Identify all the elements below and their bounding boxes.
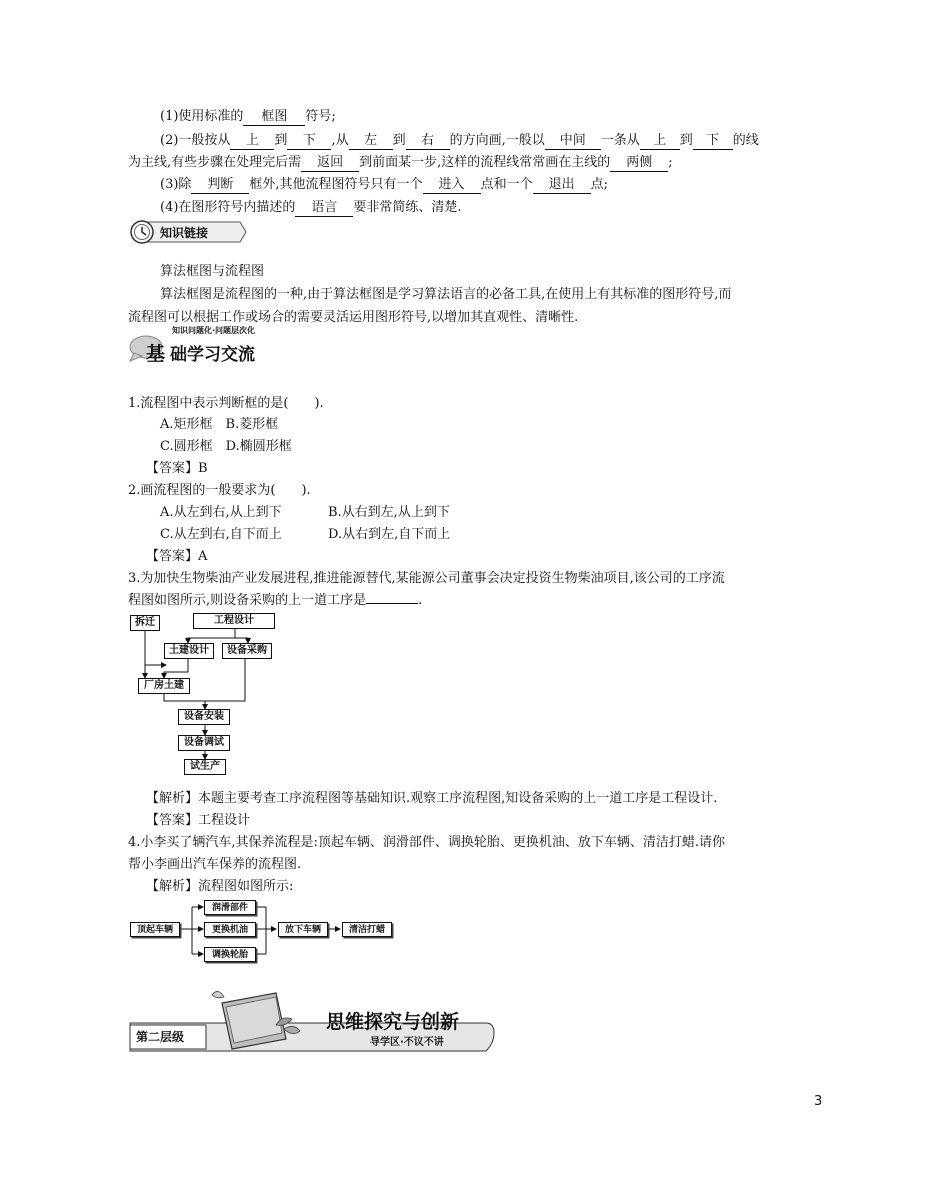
flow2-node-clean-wax: 清洁打蜡 bbox=[342, 922, 392, 937]
intro-line-1: (1)使用标准的 框图 符号; bbox=[160, 109, 336, 124]
q1-options-cd: C.圆形框 D.椭圆形框 bbox=[160, 439, 292, 454]
intro-line-2: (2)一般按从 上 到 下 ,从 左 到 右 的方向画,一般以 中间 一条从 上 到 下 的线 bbox=[160, 133, 759, 148]
level-subtitle: 导学区·不议不讲 bbox=[370, 1037, 444, 1048]
q2-option-c: C.从左到右,自下而上 bbox=[160, 527, 282, 542]
q3-stem-1: 3.为加快生物柴油产业发展进程,推进能源替代,某能源公司董事会决定投资生物柴油项目,该公司的工序流 bbox=[128, 571, 725, 586]
blank-answer: 框图 bbox=[243, 109, 305, 126]
blank-answer: 两侧 bbox=[610, 155, 668, 172]
q1-stem: 1.流程图中表示判断框的是( ). bbox=[128, 396, 324, 411]
q1-options-ab: A.矩形框 B.菱形框 bbox=[160, 417, 279, 432]
flow-node-demolition: 拆迁 bbox=[130, 615, 160, 631]
q2-option-d: D.从右到左,自下而上 bbox=[328, 527, 451, 542]
q2-answer: 【答案】A bbox=[146, 549, 208, 564]
flow2-node-swap-tires: 调换轮胎 bbox=[204, 947, 256, 962]
level-two-banner bbox=[126, 985, 496, 1055]
blank-answer: 上 bbox=[230, 133, 274, 150]
q4-stem-2: 帮小李画出汽车保养的流程图. bbox=[128, 857, 302, 872]
q3-analysis: 【解析】本题主要考查工序流程图等基础知识.观察工序流程图,知设备采购的上一道工序是工程设计. bbox=[146, 791, 718, 806]
blank-answer: 退出 bbox=[533, 177, 591, 194]
q2-stem: 2.画流程图的一般要求为( ). bbox=[128, 483, 311, 498]
flow-node-equipment-debug: 设备调试 bbox=[178, 735, 230, 751]
q4-analysis: 【解析】流程图如图所示: bbox=[146, 879, 294, 894]
intro-line-5: (4)在图形符号内描述的 语言 要非常简练、清楚. bbox=[160, 200, 462, 215]
page-number: 3 bbox=[814, 1094, 823, 1109]
banner-small-text: 知识问题化·问题层次化 bbox=[172, 326, 256, 335]
flow2-node-lower-car: 放下车辆 bbox=[278, 922, 328, 937]
flow-node-equipment-purchase: 设备采购 bbox=[222, 643, 272, 659]
blank-answer: 返回 bbox=[301, 155, 359, 172]
blank-answer: 下 bbox=[693, 133, 733, 150]
q3-answer: 【答案】工程设计 bbox=[146, 813, 251, 828]
blank-answer: 下 bbox=[287, 133, 331, 150]
blank-answer: 进入 bbox=[423, 177, 481, 194]
blank-answer: 判断 bbox=[191, 177, 249, 194]
intro-line-3: 为主线,有些步骤在处理完后需 返回 到前面某一步,这样的流程线常常画在主线的 两侧 ; bbox=[128, 155, 673, 170]
flow-node-civil-design: 土建设计 bbox=[164, 643, 214, 659]
link-paragraph-2: 流程图可以根据工作或场合的需要灵活运用图形符号,以增加其直观性、清晰性. bbox=[128, 310, 579, 325]
banner-big-rest: 础学习交流 bbox=[170, 345, 255, 365]
link-title: 算法框图与流程图 bbox=[160, 264, 265, 279]
blank-answer: 中间 bbox=[545, 133, 601, 150]
flow2-node-lubricate: 润滑部件 bbox=[204, 900, 256, 915]
q2-option-a: A.从左到右,从上到下 bbox=[160, 505, 282, 520]
flow2-node-jack-up: 顶起车辆 bbox=[130, 922, 180, 937]
q3-stem-2: 程图如图所示,则设备采购的上一道工序是 . bbox=[128, 593, 423, 608]
blank-answer: 语言 bbox=[295, 200, 353, 217]
banner-big-first: 基 bbox=[146, 343, 166, 365]
q2-option-b: B.从右到左,从上到下 bbox=[328, 505, 450, 520]
blank-answer: 右 bbox=[406, 133, 450, 150]
q1-answer: 【答案】B bbox=[146, 461, 208, 476]
link-paragraph-1: 算法框图是流程图的一种,由于算法框图是学习算法语言的必备工具,在使用上有其标准的图形符号,而 bbox=[160, 287, 732, 302]
flow-node-engineering-design: 工程设计 bbox=[193, 613, 275, 629]
intro-line-4: (3)除 判断 框外,其他流程图符号只有一个 进入 点和一个 退出 点; bbox=[160, 177, 608, 192]
level-label: 第二层级 bbox=[136, 1030, 185, 1044]
banner-label: 知识链接 bbox=[160, 226, 209, 240]
blank-answer: 左 bbox=[349, 133, 393, 150]
blank-answer: 上 bbox=[640, 133, 680, 150]
level-title: 思维探究与创新 bbox=[326, 1011, 460, 1033]
flow2-node-change-oil: 更换机油 bbox=[204, 922, 256, 937]
flow-node-plant-construction: 厂房土建 bbox=[138, 678, 190, 694]
q4-stem-1: 4.小李买了辆汽车,其保养流程是:顶起车辆、润滑部件、调换轮胎、更换机油、放下车辆、清洁打蜡.请你 bbox=[128, 835, 726, 850]
flow-node-equipment-install: 设备安装 bbox=[178, 709, 230, 725]
flow-node-trial-production: 试生产 bbox=[184, 759, 226, 775]
